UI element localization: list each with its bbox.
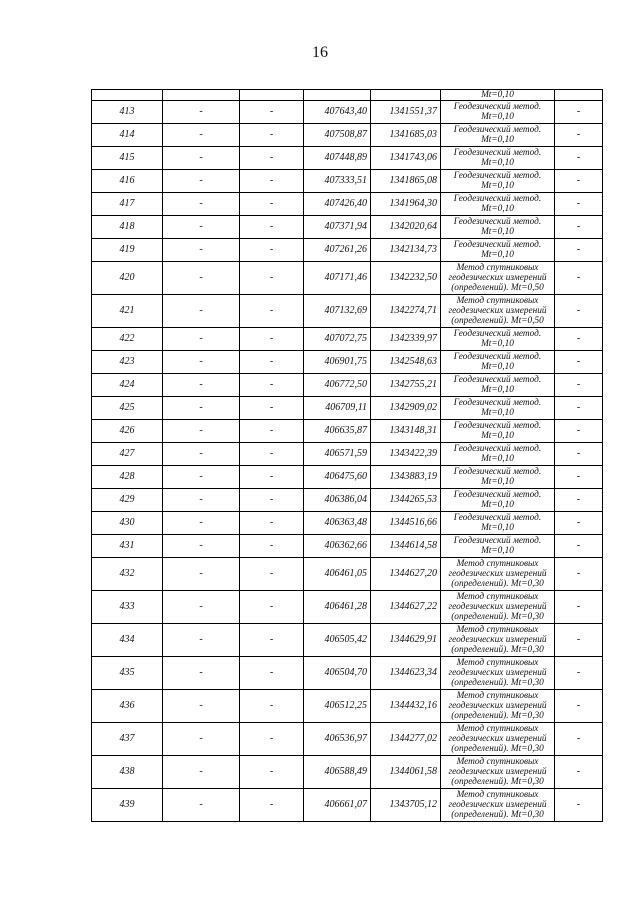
cell-number: 423: [92, 351, 163, 374]
cell-method: Метод спутниковых геодезических измерений (определений). Mt=0,30: [441, 690, 555, 723]
cell-y: 1342274,71: [371, 295, 441, 328]
cell-note: -: [555, 351, 603, 374]
cell-col-b: -: [240, 124, 304, 147]
cell-number: 424: [92, 374, 163, 397]
cell-x: 407072,75: [304, 328, 371, 351]
cell-x: 407448,89: [304, 147, 371, 170]
cell-number: 417: [92, 193, 163, 216]
cell-col-a: -: [163, 489, 240, 512]
cell-note: -: [555, 397, 603, 420]
table-row: [92, 397, 603, 420]
cell-y: 1344627,22: [371, 591, 441, 624]
table-row: [92, 295, 603, 328]
cell-col-b: -: [240, 216, 304, 239]
cell-note: -: [555, 374, 603, 397]
cell-method: Геодезический метод. Mt=0,10: [441, 328, 555, 351]
cell-number: 430: [92, 512, 163, 535]
cell-y: 1342755,21: [371, 374, 441, 397]
table-row: [92, 690, 603, 723]
table-row: [92, 328, 603, 351]
cell-method: Геодезический метод. Mt=0,10: [441, 170, 555, 193]
cell-method: Метод спутниковых геодезических измерений (определений). Mt=0,30: [441, 723, 555, 756]
cell-x: 407508,87: [304, 124, 371, 147]
cell-note: -: [555, 216, 603, 239]
table-row: [92, 124, 603, 147]
cell-method: Геодезический метод. Mt=0,10: [441, 466, 555, 489]
table-row: [92, 489, 603, 512]
table-row: [92, 466, 603, 489]
cell-number: 415: [92, 147, 163, 170]
cell-y: 1344061,58: [371, 756, 441, 789]
page-number: 16: [312, 44, 328, 61]
cell-y: 1344627,20: [371, 558, 441, 591]
cell-method: Геодезический метод. Mt=0,10: [441, 535, 555, 558]
cell-number: 420: [92, 262, 163, 295]
cell-col-a: -: [163, 351, 240, 374]
cell-col-a: -: [163, 690, 240, 723]
cell-number: 439: [92, 789, 163, 822]
cell-note: -: [555, 420, 603, 443]
cell-col-a: -: [163, 657, 240, 690]
cell-note: -: [555, 489, 603, 512]
cell-method: Геодезический метод. Mt=0,10: [441, 351, 555, 374]
cell-y: 1344516,66: [371, 512, 441, 535]
cell-number: 418: [92, 216, 163, 239]
cell-method: Геодезический метод. Mt=0,10: [441, 397, 555, 420]
table-row: [92, 147, 603, 170]
cell-x: 407333,51: [304, 170, 371, 193]
cell-x: 406635,87: [304, 420, 371, 443]
table-row-continuation: [92, 90, 603, 101]
table-row: [92, 443, 603, 466]
cell-method: Метод спутниковых геодезических измерений (определений). Mt=0,30: [441, 657, 555, 690]
cell-col-a: -: [163, 624, 240, 657]
cell-col-b: -: [240, 723, 304, 756]
table-row: [92, 657, 603, 690]
cell-number: 425: [92, 397, 163, 420]
cell-method: Метод спутниковых геодезических измерений (определений). Mt=0,30: [441, 591, 555, 624]
cell-x: 407132,69: [304, 295, 371, 328]
cell-y: 1343422,39: [371, 443, 441, 466]
table-row: [92, 512, 603, 535]
cell-number: 432: [92, 558, 163, 591]
cell-y: 1344265,53: [371, 489, 441, 512]
table-row: [92, 723, 603, 756]
cell-col-b: -: [240, 443, 304, 466]
cell-x: 406461,28: [304, 591, 371, 624]
cell-col-b: -: [240, 690, 304, 723]
cell-number: 434: [92, 624, 163, 657]
cell-number: 428: [92, 466, 163, 489]
cell-note: -: [555, 147, 603, 170]
cell-method: Метод спутниковых геодезических измерений (определений). Mt=0,30: [441, 558, 555, 591]
cell-x: 407171,46: [304, 262, 371, 295]
cell-col-a: -: [163, 558, 240, 591]
cell-x: 407426,40: [304, 193, 371, 216]
table-row: [92, 216, 603, 239]
cell-x: 406536,97: [304, 723, 371, 756]
cell-x: 407643,40: [304, 101, 371, 124]
cell-method: Геодезический метод. Mt=0,10: [441, 147, 555, 170]
cell-col-a: -: [163, 262, 240, 295]
cell-note: -: [555, 535, 603, 558]
cell-method: Mt=0,10: [441, 90, 555, 101]
cell-note: -: [555, 756, 603, 789]
cell-col-b: -: [240, 657, 304, 690]
table-row: [92, 170, 603, 193]
cell-note: -: [555, 239, 603, 262]
cell-y: 1341743,06: [371, 147, 441, 170]
table-row: [92, 262, 603, 295]
cell-note: -: [555, 193, 603, 216]
cell-note: -: [555, 124, 603, 147]
cell-note: -: [555, 558, 603, 591]
cell-x: 406505,42: [304, 624, 371, 657]
cell-number: [92, 90, 163, 101]
cell-method: Метод спутниковых геодезических измерений (определений). Mt=0,50: [441, 295, 555, 328]
cell-note: -: [555, 170, 603, 193]
cell-method: Геодезический метод. Mt=0,10: [441, 374, 555, 397]
cell-col-a: -: [163, 591, 240, 624]
cell-y: 1342232,50: [371, 262, 441, 295]
cell-col-a: -: [163, 789, 240, 822]
table-row: [92, 351, 603, 374]
cell-number: 438: [92, 756, 163, 789]
cell-note: -: [555, 101, 603, 124]
cell-col-b: -: [240, 420, 304, 443]
cell-number: 435: [92, 657, 163, 690]
table-row: [92, 101, 603, 124]
table-row: [92, 420, 603, 443]
cell-x: 406512,25: [304, 690, 371, 723]
cell-method: Геодезический метод. Mt=0,10: [441, 239, 555, 262]
table-row: [92, 239, 603, 262]
cell-note: -: [555, 624, 603, 657]
cell-col-a: -: [163, 756, 240, 789]
cell-col-a: -: [163, 101, 240, 124]
cell-x: 406772,50: [304, 374, 371, 397]
cell-note: -: [555, 295, 603, 328]
coordinates-table: [91, 89, 603, 822]
cell-col-b: -: [240, 789, 304, 822]
cell-y: [371, 90, 441, 101]
cell-x: [304, 90, 371, 101]
cell-y: 1341685,03: [371, 124, 441, 147]
cell-col-b: -: [240, 397, 304, 420]
cell-col-b: -: [240, 512, 304, 535]
cell-y: 1342020,64: [371, 216, 441, 239]
table-row: [92, 193, 603, 216]
cell-number: 422: [92, 328, 163, 351]
cell-col-a: -: [163, 239, 240, 262]
cell-col-b: -: [240, 351, 304, 374]
cell-method: Метод спутниковых геодезических измерений (определений). Mt=0,30: [441, 624, 555, 657]
cell-x: 406475,60: [304, 466, 371, 489]
cell-col-a: -: [163, 124, 240, 147]
cell-note: -: [555, 443, 603, 466]
cell-y: 1341865,08: [371, 170, 441, 193]
cell-note: -: [555, 789, 603, 822]
cell-number: 427: [92, 443, 163, 466]
cell-col-a: -: [163, 723, 240, 756]
cell-x: 406571,59: [304, 443, 371, 466]
cell-y: 1342134,73: [371, 239, 441, 262]
cell-note: -: [555, 723, 603, 756]
cell-method: Геодезический метод. Mt=0,10: [441, 420, 555, 443]
cell-col-a: -: [163, 170, 240, 193]
cell-number: 429: [92, 489, 163, 512]
cell-col-b: -: [240, 239, 304, 262]
cell-x: 406709,11: [304, 397, 371, 420]
cell-note: -: [555, 328, 603, 351]
cell-col-b: -: [240, 262, 304, 295]
cell-note: -: [555, 512, 603, 535]
cell-y: 1341551,37: [371, 101, 441, 124]
cell-y: 1342339,97: [371, 328, 441, 351]
cell-col-a: -: [163, 216, 240, 239]
table-row: [92, 591, 603, 624]
cell-method: Геодезический метод. Mt=0,10: [441, 193, 555, 216]
cell-col-b: -: [240, 535, 304, 558]
cell-col-b: -: [240, 374, 304, 397]
cell-method: Метод спутниковых геодезических измерений (определений). Mt=0,50: [441, 262, 555, 295]
cell-col-b: -: [240, 558, 304, 591]
cell-y: 1343148,31: [371, 420, 441, 443]
cell-col-b: -: [240, 295, 304, 328]
cell-number: 436: [92, 690, 163, 723]
cell-number: 437: [92, 723, 163, 756]
cell-method: Геодезический метод. Mt=0,10: [441, 443, 555, 466]
cell-col-b: -: [240, 756, 304, 789]
cell-col-a: -: [163, 535, 240, 558]
cell-y: 1344614,58: [371, 535, 441, 558]
cell-x: 406363,48: [304, 512, 371, 535]
table-row: [92, 624, 603, 657]
cell-col-a: [163, 90, 240, 101]
cell-number: 419: [92, 239, 163, 262]
cell-col-a: -: [163, 374, 240, 397]
cell-note: -: [555, 262, 603, 295]
cell-number: 431: [92, 535, 163, 558]
cell-y: 1342909,02: [371, 397, 441, 420]
cell-col-b: -: [240, 489, 304, 512]
cell-col-a: -: [163, 328, 240, 351]
cell-col-b: -: [240, 101, 304, 124]
cell-y: 1344629,91: [371, 624, 441, 657]
cell-number: 414: [92, 124, 163, 147]
cell-method: Метод спутниковых геодезических измерений (определений). Mt=0,30: [441, 789, 555, 822]
table-row: [92, 756, 603, 789]
cell-number: 426: [92, 420, 163, 443]
cell-col-b: -: [240, 466, 304, 489]
cell-x: 406588,49: [304, 756, 371, 789]
cell-col-a: -: [163, 443, 240, 466]
cell-col-a: -: [163, 420, 240, 443]
table-row: [92, 535, 603, 558]
table-row: [92, 558, 603, 591]
cell-note: -: [555, 466, 603, 489]
cell-x: 406461,05: [304, 558, 371, 591]
cell-number: 421: [92, 295, 163, 328]
cell-col-a: -: [163, 193, 240, 216]
cell-col-a: -: [163, 512, 240, 535]
cell-x: 407261,26: [304, 239, 371, 262]
cell-method: Метод спутниковых геодезических измерений (определений). Mt=0,30: [441, 756, 555, 789]
cell-note: -: [555, 657, 603, 690]
cell-number: 413: [92, 101, 163, 124]
cell-col-b: -: [240, 193, 304, 216]
cell-number: 416: [92, 170, 163, 193]
cell-y: 1344432,16: [371, 690, 441, 723]
cell-col-a: -: [163, 466, 240, 489]
cell-note: [555, 90, 603, 101]
cell-number: 433: [92, 591, 163, 624]
cell-method: Геодезический метод. Mt=0,10: [441, 216, 555, 239]
cell-x: 406661,07: [304, 789, 371, 822]
cell-col-b: -: [240, 147, 304, 170]
cell-col-a: -: [163, 397, 240, 420]
cell-y: 1341964,30: [371, 193, 441, 216]
table-row: [92, 374, 603, 397]
cell-y: 1343883,19: [371, 466, 441, 489]
cell-x: 406386,04: [304, 489, 371, 512]
cell-x: 406362,66: [304, 535, 371, 558]
cell-col-b: [240, 90, 304, 101]
cell-col-a: -: [163, 147, 240, 170]
cell-y: 1344277,02: [371, 723, 441, 756]
cell-col-b: -: [240, 170, 304, 193]
cell-x: 406504,70: [304, 657, 371, 690]
cell-note: -: [555, 591, 603, 624]
cell-y: 1342548,63: [371, 351, 441, 374]
cell-method: Геодезический метод. Mt=0,10: [441, 489, 555, 512]
cell-method: Геодезический метод. Mt=0,10: [441, 101, 555, 124]
cell-method: Геодезический метод. Mt=0,10: [441, 512, 555, 535]
cell-method: Геодезический метод. Mt=0,10: [441, 124, 555, 147]
cell-note: -: [555, 690, 603, 723]
cell-col-b: -: [240, 624, 304, 657]
cell-col-b: -: [240, 328, 304, 351]
cell-x: 407371,94: [304, 216, 371, 239]
cell-x: 406901,75: [304, 351, 371, 374]
cell-y: 1344623,34: [371, 657, 441, 690]
table-row: [92, 789, 603, 822]
cell-col-b: -: [240, 591, 304, 624]
cell-y: 1343705,12: [371, 789, 441, 822]
cell-col-a: -: [163, 295, 240, 328]
